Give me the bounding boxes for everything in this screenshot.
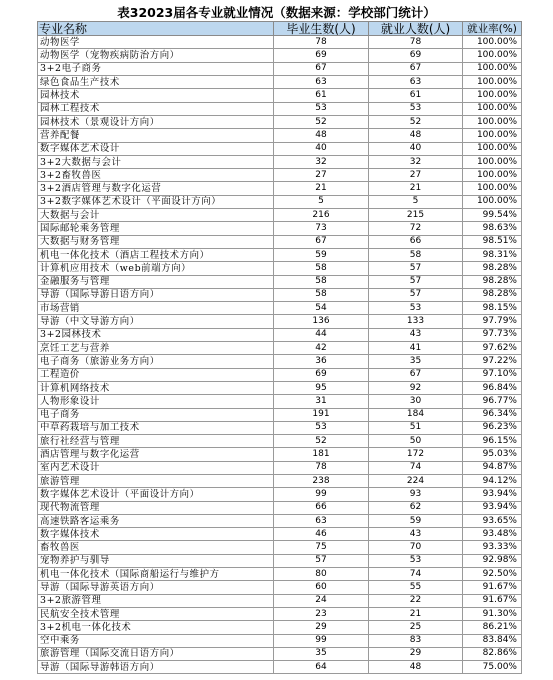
table-row xyxy=(38,315,522,328)
employed-cell: 61 xyxy=(369,89,463,102)
major-name-cell: 导游（国际导游韩语方向） xyxy=(38,661,274,674)
table-row xyxy=(38,36,522,49)
table-row xyxy=(38,129,522,142)
table-row xyxy=(38,395,522,408)
employed-cell: 62 xyxy=(369,501,463,514)
employed-cell: 74 xyxy=(369,568,463,581)
major-name-cell: 空中乘务 xyxy=(38,634,274,647)
table-row xyxy=(38,528,522,541)
graduates-cell: 73 xyxy=(274,222,369,235)
major-name-cell: 3+2大数据与会计 xyxy=(38,155,274,168)
employment-rate-cell: 94.12% xyxy=(463,474,522,487)
employed-cell: 51 xyxy=(369,421,463,434)
major-name-cell: 3+2畜牧兽医 xyxy=(38,169,274,182)
major-name-cell: 动物医学 xyxy=(38,36,274,49)
employment-rate-cell: 97.62% xyxy=(463,342,522,355)
employed-cell: 35 xyxy=(369,355,463,368)
graduates-cell: 63 xyxy=(274,514,369,527)
graduates-cell: 31 xyxy=(274,395,369,408)
major-name-cell: 数字媒体艺术设计 xyxy=(38,142,274,155)
graduates-cell: 21 xyxy=(274,182,369,195)
employed-cell: 21 xyxy=(369,607,463,620)
graduates-cell: 60 xyxy=(274,581,369,594)
table-row xyxy=(38,634,522,647)
graduates-cell: 40 xyxy=(274,142,369,155)
employment-rate-cell: 100.00% xyxy=(463,155,522,168)
table-row xyxy=(38,288,522,301)
graduates-cell: 238 xyxy=(274,474,369,487)
graduates-cell: 78 xyxy=(274,461,369,474)
table-row xyxy=(38,102,522,115)
employed-cell: 66 xyxy=(369,235,463,248)
major-name-cell: 机电一体化技术（国际商船运行与维护方 xyxy=(38,568,274,581)
graduates-cell: 58 xyxy=(274,275,369,288)
major-name-cell: 电子商务 xyxy=(38,408,274,421)
employment-rate-cell: 97.73% xyxy=(463,328,522,341)
major-name-cell: 旅游管理 xyxy=(38,474,274,487)
table-row xyxy=(38,222,522,235)
employed-cell: 172 xyxy=(369,448,463,461)
table-row xyxy=(38,408,522,421)
graduates-cell: 53 xyxy=(274,421,369,434)
employment-rate-cell: 83.84% xyxy=(463,634,522,647)
employment-rate-cell: 98.28% xyxy=(463,275,522,288)
employed-cell: 53 xyxy=(369,102,463,115)
major-name-cell: 计算机应用技术（web前端方向） xyxy=(38,262,274,275)
graduates-cell: 67 xyxy=(274,62,369,75)
graduates-cell: 24 xyxy=(274,594,369,607)
employed-cell: 48 xyxy=(369,661,463,674)
employment-rate-cell: 96.34% xyxy=(463,408,522,421)
table-row xyxy=(38,302,522,315)
employment-rate-cell: 93.48% xyxy=(463,528,522,541)
table-row xyxy=(38,182,522,195)
table-row xyxy=(38,368,522,381)
graduates-cell: 53 xyxy=(274,102,369,115)
table-row xyxy=(38,381,522,394)
employment-rate-cell: 100.00% xyxy=(463,62,522,75)
employed-cell: 78 xyxy=(369,36,463,49)
employment-rate-cell: 100.00% xyxy=(463,49,522,62)
major-name-cell: 绿色食品生产技术 xyxy=(38,76,274,89)
graduates-cell: 191 xyxy=(274,408,369,421)
table-row xyxy=(38,554,522,567)
table-body xyxy=(38,36,522,674)
graduates-cell: 46 xyxy=(274,528,369,541)
graduates-cell: 66 xyxy=(274,501,369,514)
employment-rate-cell: 97.22% xyxy=(463,355,522,368)
table-row xyxy=(38,501,522,514)
major-name-cell: 旅行社经营与管理 xyxy=(38,435,274,448)
employed-cell: 43 xyxy=(369,328,463,341)
table-row xyxy=(38,421,522,434)
employed-cell: 53 xyxy=(369,302,463,315)
employment-rate-cell: 93.33% xyxy=(463,541,522,554)
employment-rate-cell: 100.00% xyxy=(463,36,522,49)
table-row xyxy=(38,355,522,368)
employed-cell: 133 xyxy=(369,315,463,328)
employed-cell: 58 xyxy=(369,248,463,261)
graduates-cell: 80 xyxy=(274,568,369,581)
major-name-cell: 民航安全技术管理 xyxy=(38,607,274,620)
major-name-cell: 营养配餐 xyxy=(38,129,274,142)
employment-rate-cell: 98.15% xyxy=(463,302,522,315)
employment-rate-cell: 82.86% xyxy=(463,647,522,660)
employed-cell: 32 xyxy=(369,155,463,168)
employed-cell: 67 xyxy=(369,368,463,381)
employment-rate-cell: 93.94% xyxy=(463,501,522,514)
employed-cell: 48 xyxy=(369,129,463,142)
graduates-cell: 52 xyxy=(274,435,369,448)
employed-cell: 55 xyxy=(369,581,463,594)
employed-cell: 41 xyxy=(369,342,463,355)
employed-cell: 59 xyxy=(369,514,463,527)
employment-rate-cell: 96.23% xyxy=(463,421,522,434)
major-name-cell: 数字媒体技术 xyxy=(38,528,274,541)
table-row xyxy=(38,115,522,128)
employment-rate-cell: 98.31% xyxy=(463,248,522,261)
table-row xyxy=(38,448,522,461)
graduates-cell: 27 xyxy=(274,169,369,182)
table-row xyxy=(38,661,522,674)
employment-rate-cell: 98.63% xyxy=(463,222,522,235)
employment-rate-cell: 97.79% xyxy=(463,315,522,328)
header-employed: 就业人数(人) xyxy=(369,22,463,36)
graduates-cell: 78 xyxy=(274,36,369,49)
graduates-cell: 58 xyxy=(274,262,369,275)
major-name-cell: 计算机网络技术 xyxy=(38,381,274,394)
graduates-cell: 44 xyxy=(274,328,369,341)
table-row xyxy=(38,342,522,355)
header-graduates: 毕业生数(人) xyxy=(274,22,369,36)
major-name-cell: 导游（中文导游方向） xyxy=(38,315,274,328)
employment-rate-cell: 100.00% xyxy=(463,76,522,89)
employment-rate-cell: 97.10% xyxy=(463,368,522,381)
graduates-cell: 52 xyxy=(274,115,369,128)
graduates-cell: 181 xyxy=(274,448,369,461)
employed-cell: 52 xyxy=(369,115,463,128)
employed-cell: 92 xyxy=(369,381,463,394)
table-row xyxy=(38,275,522,288)
employed-cell: 67 xyxy=(369,62,463,75)
employment-rate-cell: 86.21% xyxy=(463,621,522,634)
graduates-cell: 32 xyxy=(274,155,369,168)
header-employment-rate: 就业率(%) xyxy=(463,22,522,36)
employment-rate-cell: 91.67% xyxy=(463,594,522,607)
employed-cell: 53 xyxy=(369,554,463,567)
major-name-cell: 宠物养护与驯导 xyxy=(38,554,274,567)
major-name-cell: 工程造价 xyxy=(38,368,274,381)
employed-cell: 22 xyxy=(369,594,463,607)
employment-rate-cell: 100.00% xyxy=(463,195,522,208)
employment-rate-cell: 96.84% xyxy=(463,381,522,394)
employed-cell: 43 xyxy=(369,528,463,541)
employed-cell: 5 xyxy=(369,195,463,208)
graduates-cell: 69 xyxy=(274,49,369,62)
major-name-cell: 电子商务（旅游业务方向） xyxy=(38,355,274,368)
employment-rate-cell: 99.54% xyxy=(463,209,522,222)
major-name-cell: 烹饪工艺与营养 xyxy=(38,342,274,355)
major-name-cell: 3+2酒店管理与数字化运营 xyxy=(38,182,274,195)
graduates-cell: 69 xyxy=(274,368,369,381)
major-name-cell: 机电一体化技术（酒店工程技术方向） xyxy=(38,248,274,261)
major-name-cell: 3+2园林技术 xyxy=(38,328,274,341)
table-row xyxy=(38,155,522,168)
graduates-cell: 5 xyxy=(274,195,369,208)
table-row xyxy=(38,262,522,275)
graduates-cell: 35 xyxy=(274,647,369,660)
employment-table xyxy=(37,21,522,674)
major-name-cell: 现代物流管理 xyxy=(38,501,274,514)
table-row xyxy=(38,647,522,660)
table-row xyxy=(38,169,522,182)
major-name-cell: 国际邮轮乘务管理 xyxy=(38,222,274,235)
employed-cell: 25 xyxy=(369,621,463,634)
employed-cell: 70 xyxy=(369,541,463,554)
employed-cell: 184 xyxy=(369,408,463,421)
major-name-cell: 3+2机电一体化技术 xyxy=(38,621,274,634)
employment-rate-cell: 91.67% xyxy=(463,581,522,594)
graduates-cell: 136 xyxy=(274,315,369,328)
table-row xyxy=(38,62,522,75)
employed-cell: 27 xyxy=(369,169,463,182)
graduates-cell: 48 xyxy=(274,129,369,142)
employed-cell: 57 xyxy=(369,262,463,275)
major-name-cell: 人物形象设计 xyxy=(38,395,274,408)
employed-cell: 40 xyxy=(369,142,463,155)
graduates-cell: 95 xyxy=(274,381,369,394)
table-row xyxy=(38,195,522,208)
major-name-cell: 大数据与财务管理 xyxy=(38,235,274,248)
employed-cell: 93 xyxy=(369,488,463,501)
graduates-cell: 99 xyxy=(274,634,369,647)
major-name-cell: 3+2电子商务 xyxy=(38,62,274,75)
employment-rate-cell: 98.51% xyxy=(463,235,522,248)
graduates-cell: 59 xyxy=(274,248,369,261)
employment-rate-cell: 93.94% xyxy=(463,488,522,501)
graduates-cell: 61 xyxy=(274,89,369,102)
employment-rate-cell: 91.30% xyxy=(463,607,522,620)
graduates-cell: 57 xyxy=(274,554,369,567)
graduates-cell: 23 xyxy=(274,607,369,620)
employed-cell: 72 xyxy=(369,222,463,235)
major-name-cell: 市场营销 xyxy=(38,302,274,315)
major-name-cell: 金融服务与管理 xyxy=(38,275,274,288)
header-major-name: 专业名称 xyxy=(38,22,274,36)
major-name-cell: 园林技术 xyxy=(38,89,274,102)
employment-rate-cell: 98.28% xyxy=(463,262,522,275)
employment-rate-cell: 94.87% xyxy=(463,461,522,474)
graduates-cell: 216 xyxy=(274,209,369,222)
employment-rate-cell: 100.00% xyxy=(463,129,522,142)
table-row xyxy=(38,328,522,341)
graduates-cell: 42 xyxy=(274,342,369,355)
major-name-cell: 动物医学（宠物疾病防治方向） xyxy=(38,49,274,62)
employed-cell: 83 xyxy=(369,634,463,647)
employment-rate-cell: 92.98% xyxy=(463,554,522,567)
employed-cell: 30 xyxy=(369,395,463,408)
major-name-cell: 旅游管理（国际交流日语方向） xyxy=(38,647,274,660)
graduates-cell: 75 xyxy=(274,541,369,554)
graduates-cell: 99 xyxy=(274,488,369,501)
table-header-row xyxy=(38,22,522,36)
major-name-cell: 中草药栽培与加工技术 xyxy=(38,421,274,434)
major-name-cell: 3+2旅游管理 xyxy=(38,594,274,607)
graduates-cell: 29 xyxy=(274,621,369,634)
major-name-cell: 酒店管理与数字化运营 xyxy=(38,448,274,461)
employment-rate-cell: 96.77% xyxy=(463,395,522,408)
major-name-cell: 3+2数字媒体艺术设计（平面设计方向） xyxy=(38,195,274,208)
employment-rate-cell: 95.03% xyxy=(463,448,522,461)
employed-cell: 21 xyxy=(369,182,463,195)
table-row xyxy=(38,581,522,594)
table-row xyxy=(38,474,522,487)
table-row xyxy=(38,621,522,634)
employed-cell: 215 xyxy=(369,209,463,222)
graduates-cell: 58 xyxy=(274,288,369,301)
table-row xyxy=(38,248,522,261)
major-name-cell: 数字媒体艺术设计（平面设计方向） xyxy=(38,488,274,501)
employment-rate-cell: 100.00% xyxy=(463,169,522,182)
employed-cell: 50 xyxy=(369,435,463,448)
employment-rate-cell: 93.65% xyxy=(463,514,522,527)
major-name-cell: 高速铁路客运乘务 xyxy=(38,514,274,527)
employed-cell: 57 xyxy=(369,275,463,288)
employed-cell: 74 xyxy=(369,461,463,474)
major-name-cell: 园林技术（景观设计方向） xyxy=(38,115,274,128)
employment-rate-cell: 96.15% xyxy=(463,435,522,448)
table-row xyxy=(38,541,522,554)
table-row xyxy=(38,568,522,581)
table-row xyxy=(38,594,522,607)
employed-cell: 69 xyxy=(369,49,463,62)
employment-rate-cell: 100.00% xyxy=(463,142,522,155)
table-row xyxy=(38,209,522,222)
employed-cell: 224 xyxy=(369,474,463,487)
table-row xyxy=(38,142,522,155)
graduates-cell: 64 xyxy=(274,661,369,674)
table-row xyxy=(38,76,522,89)
table-row xyxy=(38,235,522,248)
major-name-cell: 导游（国际导游英语方向） xyxy=(38,581,274,594)
graduates-cell: 36 xyxy=(274,355,369,368)
table-row xyxy=(38,461,522,474)
table-row xyxy=(38,607,522,620)
table-title: 表32023届各专业就业情况（数据来源：学校部门统计） xyxy=(117,5,436,20)
major-name-cell: 大数据与会计 xyxy=(38,209,274,222)
table-row xyxy=(38,488,522,501)
major-name-cell: 畜牧兽医 xyxy=(38,541,274,554)
table-row xyxy=(38,435,522,448)
employment-rate-cell: 75.00% xyxy=(463,661,522,674)
employed-cell: 29 xyxy=(369,647,463,660)
table-row xyxy=(38,49,522,62)
table-row xyxy=(38,514,522,527)
employment-rate-cell: 98.28% xyxy=(463,288,522,301)
graduates-cell: 54 xyxy=(274,302,369,315)
graduates-cell: 67 xyxy=(274,235,369,248)
major-name-cell: 园林工程技术 xyxy=(38,102,274,115)
employed-cell: 57 xyxy=(369,288,463,301)
graduates-cell: 63 xyxy=(274,76,369,89)
major-name-cell: 室内艺术设计 xyxy=(38,461,274,474)
employment-rate-cell: 92.50% xyxy=(463,568,522,581)
employment-rate-cell: 100.00% xyxy=(463,89,522,102)
employment-rate-cell: 100.00% xyxy=(463,182,522,195)
table-row xyxy=(38,89,522,102)
major-name-cell: 导游（国际导游日语方向） xyxy=(38,288,274,301)
employment-rate-cell: 100.00% xyxy=(463,115,522,128)
employment-rate-cell: 100.00% xyxy=(463,102,522,115)
employed-cell: 63 xyxy=(369,76,463,89)
